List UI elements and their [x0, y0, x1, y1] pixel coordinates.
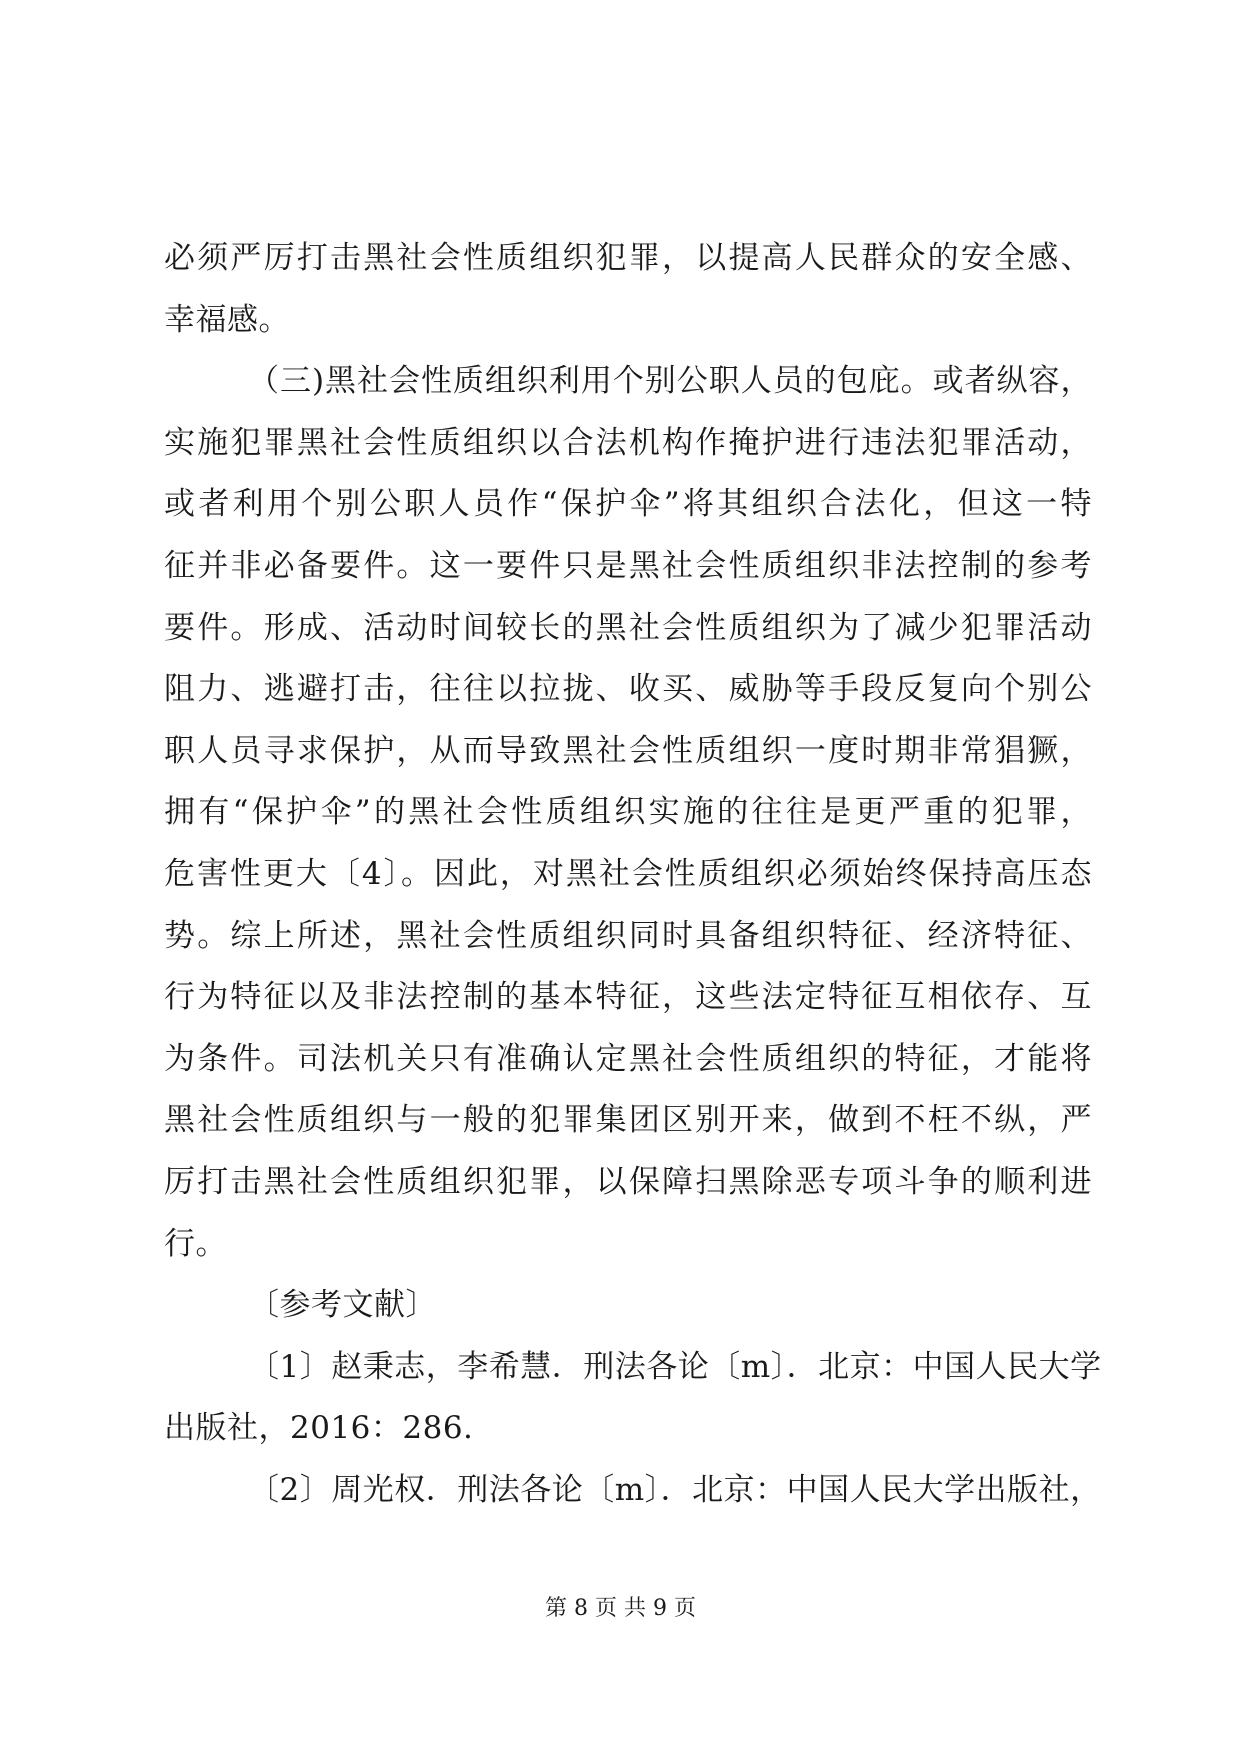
text-line: 必须严厉打击黑社会性质组织犯罪，以提高人民群众的安全感、: [164, 240, 1092, 276]
text-line: 势。综上所述，黑社会性质组织同时具备组织特征、经济特征、: [164, 917, 1092, 954]
text-line: 拥有“保护伞”的黑社会性质组织实施的往往是更严重的犯罪，: [164, 794, 1092, 831]
text-line: 黑社会性质组织与一般的犯罪集团区别开来，做到不枉不纵，严: [164, 1102, 1092, 1139]
page-number-footer: 第 8 页 共 9 页: [545, 1596, 696, 1621]
section-heading-line: （三)黑社会性质组织利用个别公职人员的包庇。或者纵容，: [248, 363, 1092, 400]
text-line: 行。: [164, 1225, 227, 1262]
text-line: 阻力、逃避打击，往往以拉拢、收买、威胁等手段反复向个别公: [164, 671, 1092, 708]
text-line: 要件。形成、活动时间较长的黑社会性质组织为了减少犯罪活动: [164, 609, 1092, 646]
reference-item-2: 〔2〕周光权．刑法各论〔m〕．北京：中国人民大学出版社，: [248, 1471, 1102, 1508]
text-line: 幸福感。: [164, 301, 290, 338]
body-text: [164, 228, 1102, 1521]
text-line: 厉打击黑社会性质组织犯罪，以保障扫黑除恶专项斗争的顺利进: [164, 1163, 1092, 1200]
text-line: 实施犯罪黑社会性质组织以合法机构作掩护进行违法犯罪活动，: [164, 424, 1092, 461]
text-line: 危害性更大〔4〕。因此，对黑社会性质组织必须始终保持高压态: [164, 855, 1092, 892]
text-line: 职人员寻求保护，从而导致黑社会性质组织一度时期非常猖獗，: [164, 732, 1092, 769]
text-line: 征并非必备要件。这一要件只是黑社会性质组织非法控制的参考: [164, 547, 1092, 584]
text-line: 或者利用个别公职人员作“保护伞”将其组织合法化，但这一特: [164, 486, 1092, 523]
reference-item-1: 〔1〕赵秉志，李希慧．刑法各论〔m〕．北京：中国人民大学: [248, 1348, 1102, 1385]
text-line: 为条件。司法机关只有准确认定黑社会性质组织的特征，才能将: [164, 1040, 1092, 1077]
references-heading: 〔参考文献〕: [248, 1287, 437, 1324]
reference-item-1-continued: 出版社，2016：286.: [164, 1410, 474, 1447]
text-line: 行为特征以及非法控制的基本特征，这些法定特征互相依存、互: [164, 979, 1092, 1016]
